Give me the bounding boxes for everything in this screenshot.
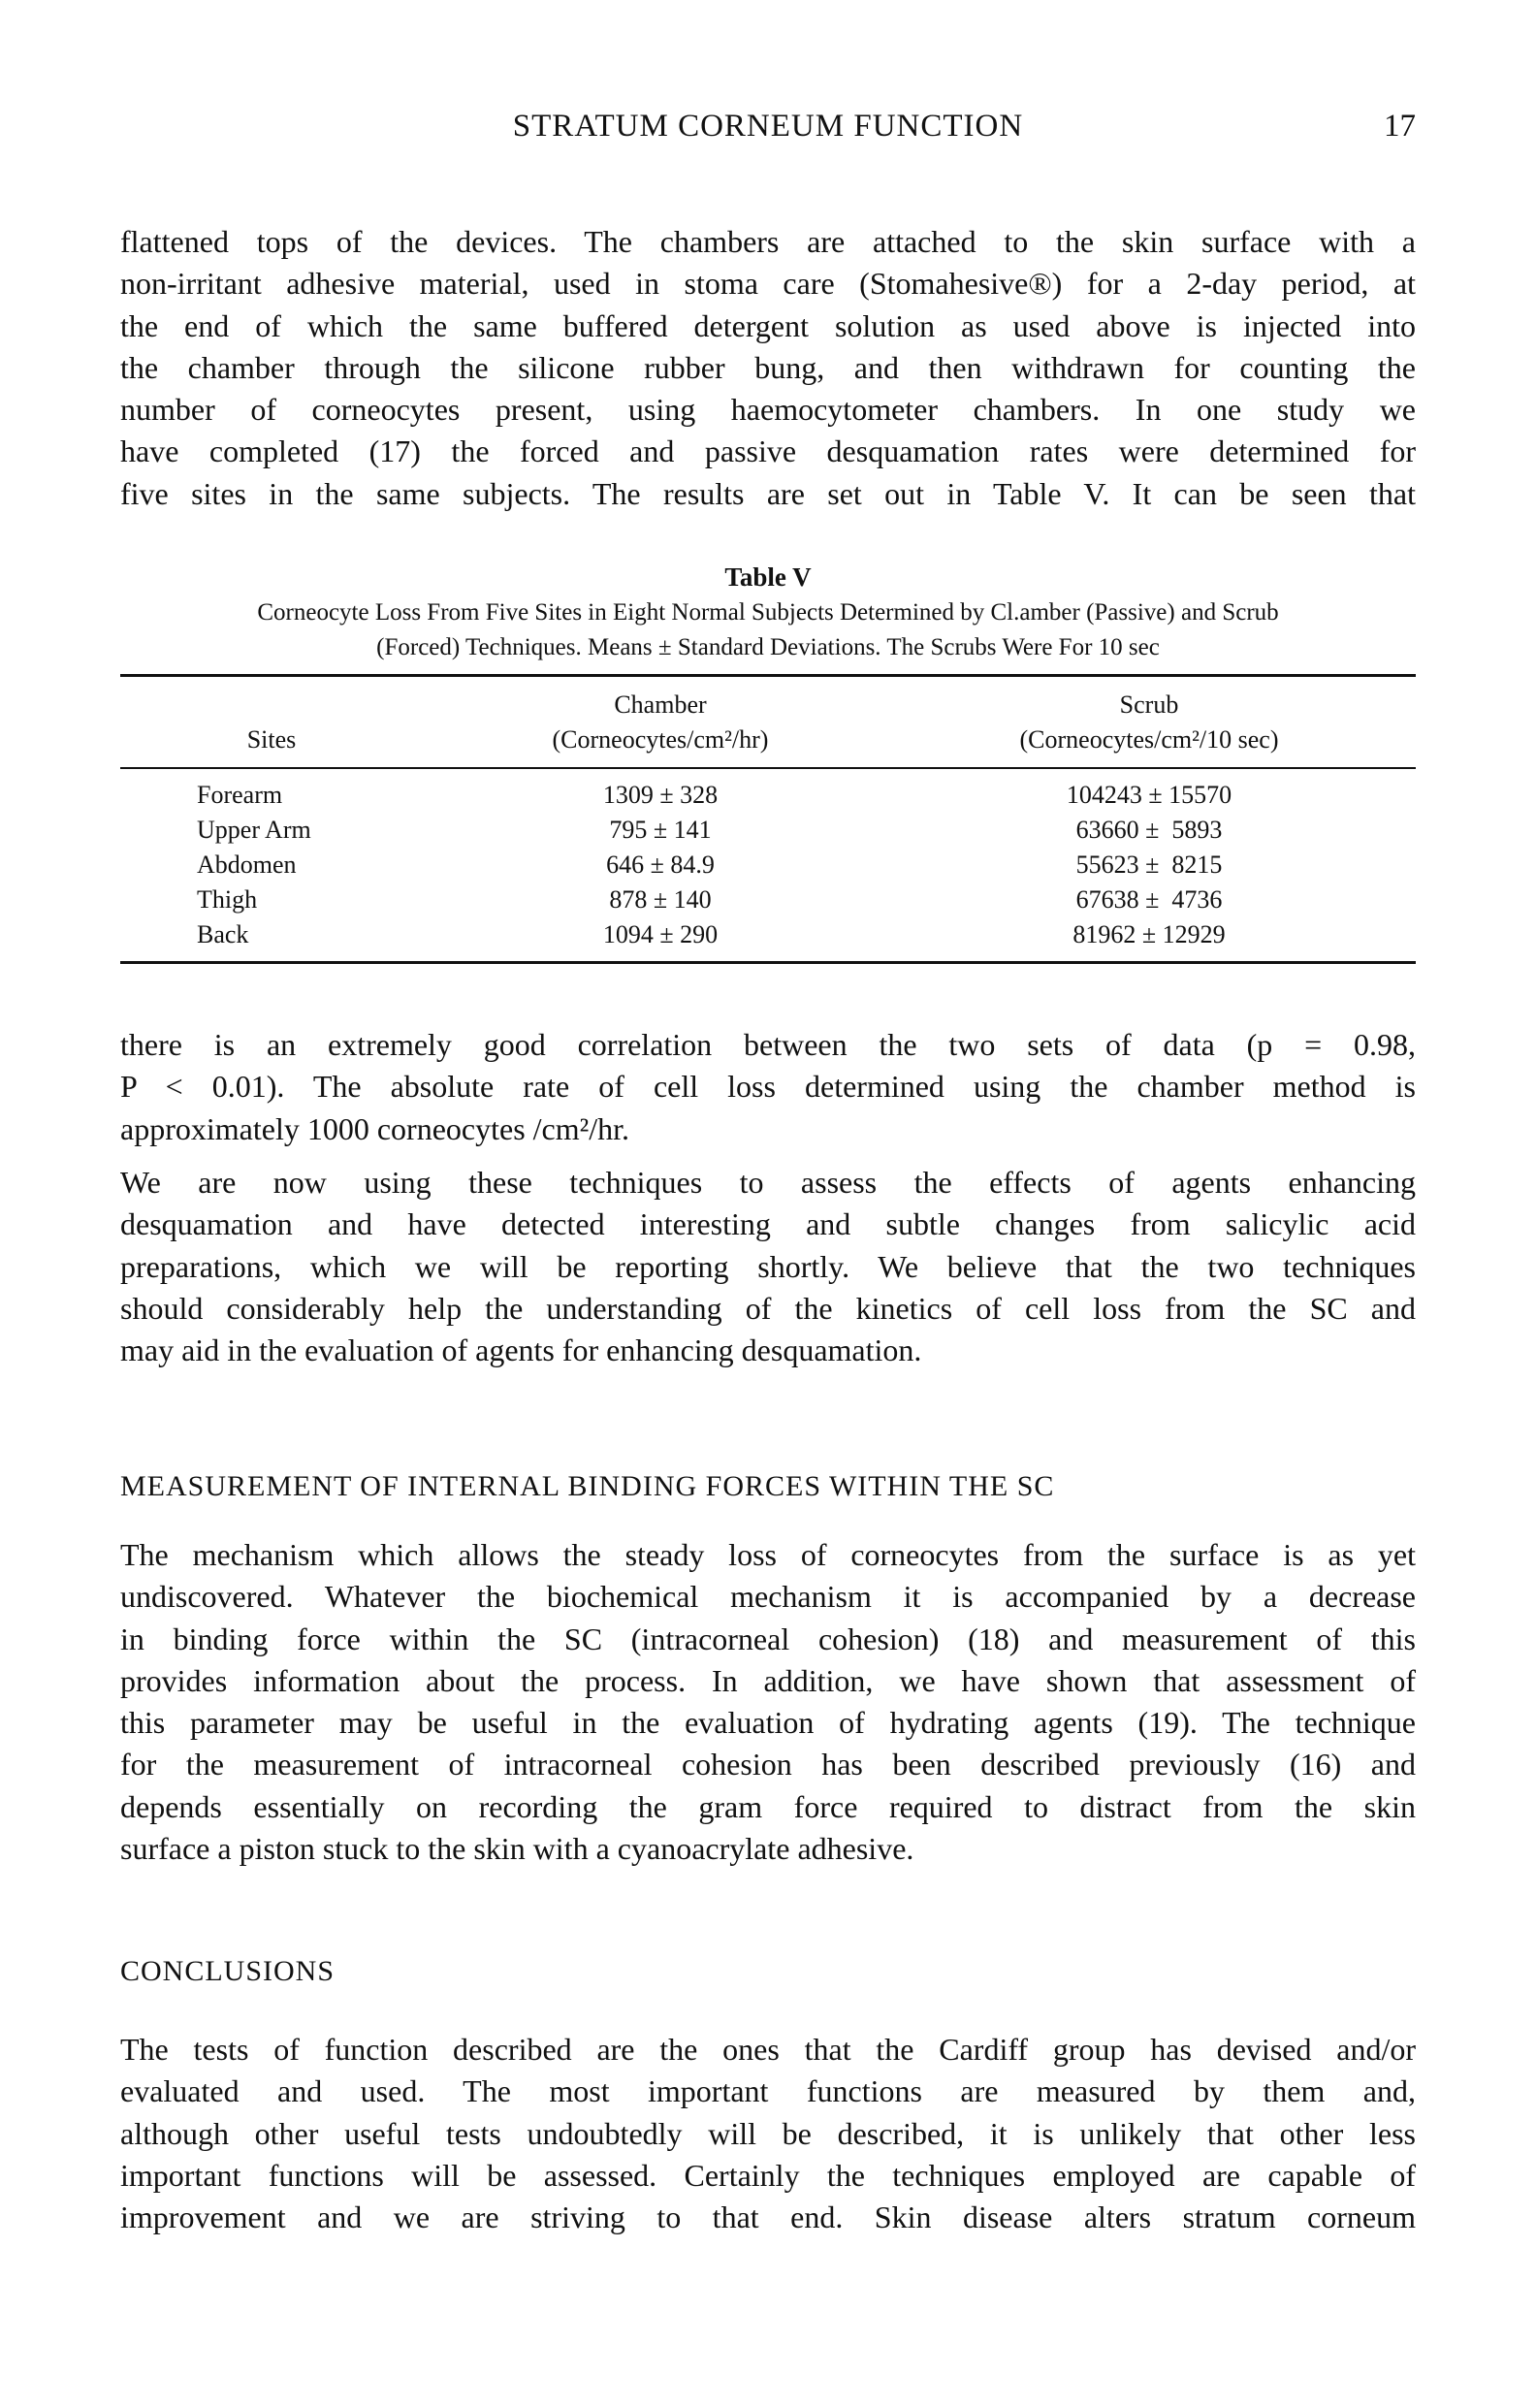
scrub-value: 63660 ± 5893: [1075, 816, 1223, 844]
paragraph-1: [120, 221, 1416, 515]
chamber-value: 795 ± 141: [609, 816, 712, 844]
text-line: The tests of function described are the ones that the Cardiff group has devised and/or: [120, 2032, 1416, 2067]
page-number: 17: [1384, 109, 1416, 144]
paragraph-5: [120, 2029, 1416, 2238]
text-line: non-irritant adhesive material, used in stoma care (Stomahesive®) for a 2-day period, at: [120, 266, 1416, 302]
table-header-rule: [120, 767, 1416, 769]
table-caption-1: Corneocyte Loss From Five Sites in Eight Normal Subjects Determined by Cl.amber (Passive) and Scrub: [257, 599, 1279, 626]
header-chamber: Chamber: [614, 690, 707, 719]
site-cell: Upper Arm: [197, 816, 311, 844]
header-chamber-unit: (Corneocytes/cm²/hr): [552, 725, 769, 754]
text-line: P < 0.01). The absolute rate of cell loss determined using the chamber method is: [120, 1069, 1416, 1105]
text-line: although other useful tests undoubtedly will be described, it is unlikely that other less: [120, 2115, 1416, 2151]
text-line: number of corneocytes present, using haemocytometer chambers. In one study we: [120, 392, 1416, 428]
running-title: STRATUM CORNEUM FUNCTION: [512, 109, 1024, 144]
text-line: should considerably help the understanding of the kinetics of cell loss from the SC and: [120, 1290, 1416, 1326]
text-line: improvement and we are striving to that end. Skin disease alters stratum corneum: [120, 2199, 1416, 2235]
header-sites: Sites: [246, 725, 297, 754]
text-line: depends essentially on recording the gram force required to distract from the skin: [120, 1788, 1416, 1824]
text-line: may aid in the evaluation of agents for enhancing desquamation.: [120, 1332, 922, 1368]
text-line: undiscovered. Whatever the biochemical mechanism it is accompanied by a decrease: [120, 1579, 1416, 1615]
text-line: this parameter may be useful in the evaluation of hydrating agents (19). The technique: [120, 1705, 1416, 1741]
text-line: important functions will be assessed. Certainly the techniques employed are capable of: [120, 2157, 1416, 2193]
text-line: there is an extremely good correlation between the two sets of data (p = 0.98,: [120, 1027, 1416, 1062]
text-line: in binding force within the SC (intracorneal cohesion) (18) and measurement of this: [120, 1621, 1416, 1656]
paragraph-2: [120, 1024, 1416, 1150]
text-line: for the measurement of intracorneal cohesion has been described previously (16) and: [120, 1747, 1416, 1782]
paragraph-4: [120, 1534, 1416, 1870]
section-heading-binding-forces: MEASUREMENT OF INTERNAL BINDING FORCES WITHIN THE SC: [120, 1470, 1055, 1502]
site-cell: Abdomen: [197, 851, 297, 879]
text-line: surface a piston stuck to the skin with a cyanoacrylate adhesive.: [120, 1831, 914, 1867]
text-line: the chamber through the silicone rubber bung, and then withdrawn for counting the: [120, 349, 1416, 385]
text-line: preparations, which we will be reporting shortly. We believe that the two techniques: [120, 1248, 1416, 1284]
header-scrub-unit: (Corneocytes/cm²/10 sec): [1019, 725, 1279, 754]
chamber-value: 878 ± 140: [609, 885, 712, 914]
section-heading-conclusions: CONCLUSIONS: [120, 1955, 336, 1987]
text-line: flattened tops of the devices. The chambers are attached to the skin surface with a: [120, 224, 1416, 259]
table-caption-2: (Forced) Techniques. Means ± Standard Deviations. The Scrubs Were For 10 sec: [376, 634, 1160, 660]
paragraph-3: [120, 1162, 1416, 1371]
text-line: have completed (17) the forced and passive desquamation rates were determined for: [120, 433, 1416, 469]
text-line: the end of which the same buffered detergent solution as used above is injected into: [120, 307, 1416, 343]
text-line: The mechanism which allows the steady loss of corneocytes from the surface is as yet: [120, 1537, 1416, 1572]
text-line: five sites in the same subjects. The results are set out in Table V. It can be seen that: [120, 475, 1416, 511]
scrub-value: 104243 ± 15570: [1066, 781, 1232, 809]
chamber-value: 1094 ± 290: [602, 920, 719, 948]
text-line: desquamation and have detected interesting and subtle changes from salicylic acid: [120, 1206, 1416, 1242]
table-top-rule: [120, 674, 1416, 677]
header-scrub: Scrub: [1119, 690, 1179, 719]
text-line: approximately 1000 corneocytes /cm²/hr.: [120, 1110, 629, 1146]
text-line: We are now using these techniques to assess the effects of agents enhancing: [120, 1165, 1416, 1200]
chamber-value: 1309 ± 328: [602, 781, 719, 809]
chamber-value: 646 ± 84.9: [606, 851, 715, 879]
text-line: evaluated and used. The most important functions are measured by them and,: [120, 2073, 1416, 2109]
scrub-value: 55623 ± 8215: [1075, 851, 1223, 879]
table-title: Table V: [724, 562, 812, 592]
table-bottom-rule: [120, 961, 1416, 964]
site-cell: Back: [197, 920, 249, 948]
text-line: provides information about the process. In addition, we have shown that assessment of: [120, 1662, 1416, 1698]
site-cell: Thigh: [197, 885, 258, 914]
scrub-value: 81962 ± 12929: [1072, 920, 1226, 948]
scrub-value: 67638 ± 4736: [1075, 885, 1223, 914]
site-cell: Forearm: [197, 781, 283, 809]
